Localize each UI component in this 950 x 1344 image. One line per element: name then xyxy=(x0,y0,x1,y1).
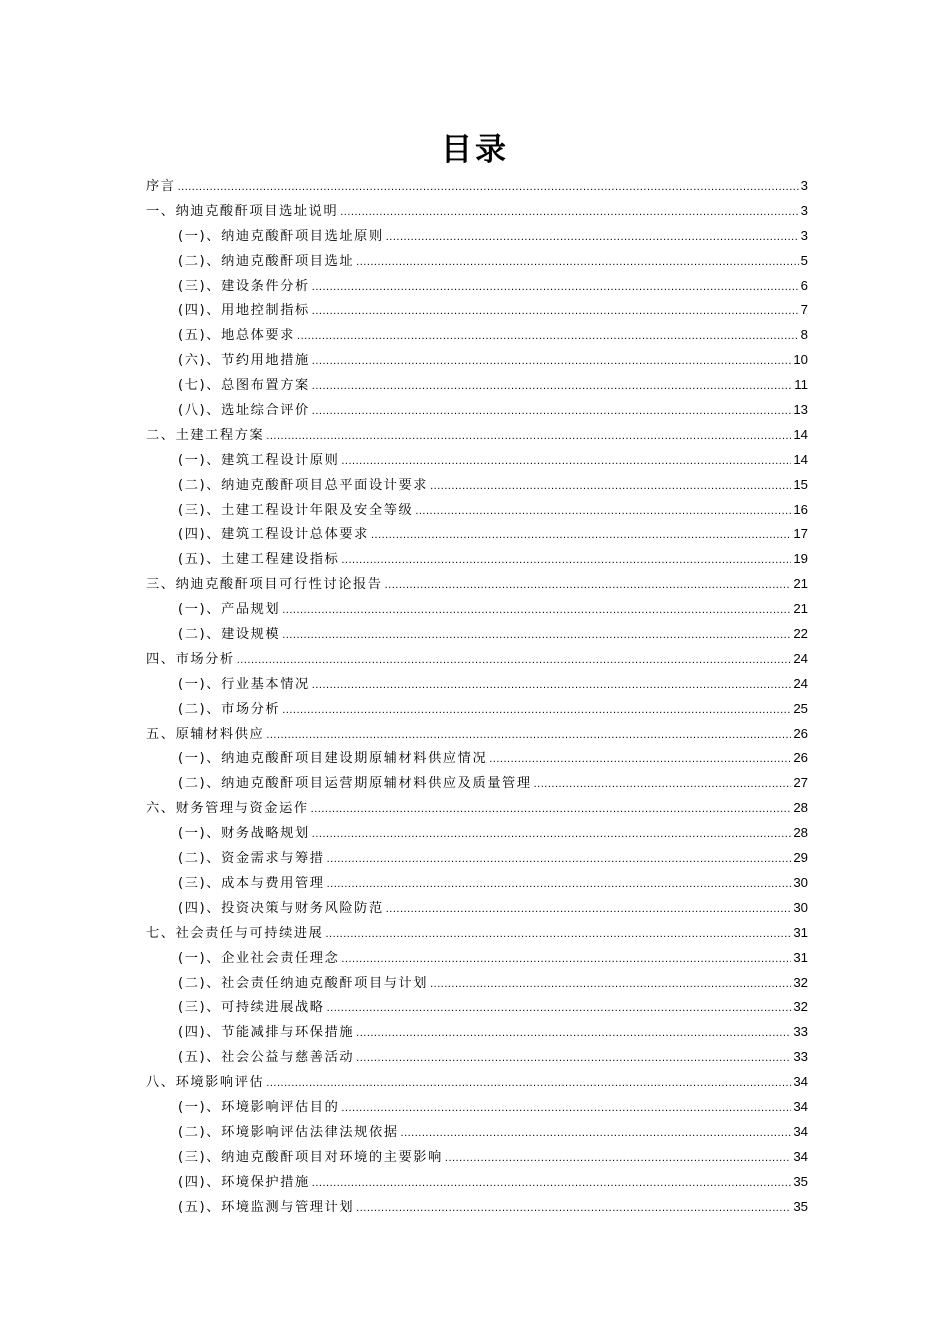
dot-leader xyxy=(266,723,791,748)
toc-entry-label: (五)、环境监测与管理计划 xyxy=(178,1199,355,1215)
toc-entry[interactable] xyxy=(146,971,808,996)
dot-leader xyxy=(282,623,791,648)
toc-entry-page: 3 xyxy=(800,227,808,243)
toc-entry-label: (五)、地总体要求 xyxy=(178,328,296,344)
toc-entry[interactable] xyxy=(146,722,808,747)
toc-entry[interactable] xyxy=(146,174,808,199)
toc-entry-label: (四)、节能减排与环保措施 xyxy=(178,1025,355,1041)
table-of-contents xyxy=(146,174,808,1219)
toc-entry-page: 27 xyxy=(793,775,808,791)
toc-entry[interactable] xyxy=(146,498,808,523)
dot-leader xyxy=(327,996,792,1021)
toc-entry-page: 33 xyxy=(793,1049,808,1065)
toc-entry[interactable] xyxy=(146,1070,808,1095)
toc-entry-label: (四)、投资决策与财务风险防范 xyxy=(178,900,384,916)
toc-entry-label: 七、社会责任与可持续进展 xyxy=(146,925,324,941)
toc-entry[interactable] xyxy=(146,274,808,299)
dot-leader xyxy=(415,499,791,524)
toc-entry-label: (三)、纳迪克酸酐项目对环境的主要影响 xyxy=(178,1149,443,1165)
toc-title: 目录 xyxy=(441,132,509,168)
dot-leader xyxy=(312,275,799,300)
toc-entry-label: (五)、土建工程建设指标 xyxy=(178,552,340,568)
toc-entry-label: (二)、环境影响评估法律法规依据 xyxy=(178,1124,399,1140)
toc-entry-label: (四)、建筑工程设计总体要求 xyxy=(178,527,369,543)
toc-entry[interactable] xyxy=(146,323,808,348)
toc-entry-page: 32 xyxy=(793,999,808,1015)
dot-leader xyxy=(430,474,791,499)
toc-entry-label: 序言 xyxy=(146,179,176,194)
toc-entry[interactable] xyxy=(146,473,808,498)
toc-entry-page: 25 xyxy=(793,700,808,716)
toc-entry-label: (二)、市场分析 xyxy=(178,701,281,717)
toc-entry[interactable] xyxy=(146,946,808,971)
toc-entry-page: 22 xyxy=(793,626,808,642)
dot-leader xyxy=(385,573,792,598)
toc-entry-label: (四)、环境保护措施 xyxy=(178,1174,310,1190)
toc-entry[interactable] xyxy=(146,448,808,473)
toc-entry-page: 21 xyxy=(793,601,808,617)
toc-entry-page: 17 xyxy=(793,526,808,542)
toc-entry-label: (二)、建设规模 xyxy=(178,627,281,643)
dot-leader xyxy=(341,947,791,972)
toc-entry-label: 一、纳迪克酸酐项目选址说明 xyxy=(146,203,339,219)
toc-entry-label: 八、环境影响评估 xyxy=(146,1075,265,1091)
dot-leader xyxy=(178,175,799,200)
toc-entry-page: 35 xyxy=(793,1198,808,1214)
toc-entry-page: 11 xyxy=(794,377,808,393)
toc-entry-page: 29 xyxy=(793,850,808,866)
toc-entry[interactable] xyxy=(146,821,808,846)
toc-entry[interactable] xyxy=(146,672,808,697)
toc-entry-page: 6 xyxy=(800,277,808,293)
toc-entry-page: 8 xyxy=(800,327,808,343)
toc-entry-label: (一)、行业基本情况 xyxy=(178,676,310,692)
dot-leader xyxy=(371,523,791,548)
toc-entry-page: 15 xyxy=(793,476,808,492)
toc-entry[interactable] xyxy=(146,1120,808,1145)
dot-leader xyxy=(312,374,793,399)
dot-leader xyxy=(312,673,792,698)
toc-entry[interactable] xyxy=(146,622,808,647)
toc-entry[interactable] xyxy=(146,846,808,871)
toc-entry[interactable] xyxy=(146,697,808,722)
toc-entry[interactable] xyxy=(146,1145,808,1170)
toc-entry-page: 26 xyxy=(793,725,808,741)
toc-entry-label: 二、土建工程方案 xyxy=(146,427,265,443)
toc-entry[interactable] xyxy=(146,249,808,274)
toc-entry-label: (一)、产品规划 xyxy=(178,602,281,618)
toc-entry-page: 26 xyxy=(793,750,808,766)
toc-entry[interactable] xyxy=(146,1020,808,1045)
dot-leader xyxy=(534,772,792,797)
toc-entry-page: 16 xyxy=(793,501,808,517)
toc-entry-label: (二)、纳迪克酸酐项目总平面设计要求 xyxy=(178,477,429,493)
toc-entry-page: 24 xyxy=(793,675,808,691)
toc-entry-label: 三、纳迪克酸酐项目可行性讨论报告 xyxy=(146,577,383,593)
toc-entry[interactable] xyxy=(146,522,808,547)
dot-leader xyxy=(325,922,791,947)
toc-entry-page: 21 xyxy=(793,576,808,592)
toc-entry-label: (二)、资金需求与筹措 xyxy=(178,851,325,867)
toc-entry-label: (六)、节约用地措施 xyxy=(178,353,310,369)
toc-entry-label: (五)、社会公益与慈善活动 xyxy=(178,1050,355,1066)
toc-entry-label: (一)、纳迪克酸酐项目选址原则 xyxy=(178,228,384,244)
toc-entry-page: 3 xyxy=(800,202,808,218)
toc-entry-label: (二)、纳迪克酸酐项目运营期原辅材料供应及质量管理 xyxy=(178,776,532,792)
toc-entry[interactable] xyxy=(146,199,808,224)
toc-entry[interactable] xyxy=(146,224,808,249)
toc-entry-label: (三)、建设条件分析 xyxy=(178,278,310,294)
toc-entry[interactable] xyxy=(146,398,808,423)
toc-entry[interactable] xyxy=(146,871,808,896)
dot-leader xyxy=(266,1071,791,1096)
toc-entry[interactable] xyxy=(146,1195,808,1220)
dot-leader xyxy=(445,1146,791,1171)
toc-entry-label: (三)、土建工程设计年限及安全等级 xyxy=(178,502,414,518)
toc-entry-label: (一)、环境影响评估目的 xyxy=(178,1099,340,1115)
dot-leader xyxy=(341,548,791,573)
toc-entry-label: (一)、纳迪克酸酐项目建设期原辅材料供应情况 xyxy=(178,751,488,767)
toc-entry-page: 28 xyxy=(793,825,808,841)
dot-leader xyxy=(237,648,792,673)
toc-entry-page: 10 xyxy=(793,352,808,368)
toc-entry-page: 31 xyxy=(793,949,808,965)
toc-entry-page: 28 xyxy=(793,800,808,816)
toc-entry[interactable] xyxy=(146,921,808,946)
dot-leader xyxy=(401,1121,792,1146)
toc-entry-label: (四)、用地控制指标 xyxy=(178,303,310,319)
toc-entry-page: 35 xyxy=(793,1173,808,1189)
toc-entry-label: (一)、建筑工程设计原则 xyxy=(178,452,340,468)
toc-entry-label: (二)、纳迪克酸酐项目选址 xyxy=(178,253,355,269)
toc-entry[interactable] xyxy=(146,423,808,448)
dot-leader xyxy=(356,1021,791,1046)
toc-entry-label: (一)、财务战略规划 xyxy=(178,826,310,842)
toc-entry[interactable] xyxy=(146,547,808,572)
dot-leader xyxy=(312,1171,792,1196)
toc-entry-label: 六、财务管理与资金运作 xyxy=(146,801,309,817)
toc-entry-page: 30 xyxy=(793,874,808,890)
dot-leader xyxy=(386,225,799,250)
toc-entry-page: 5 xyxy=(800,252,808,268)
toc-entry-page: 34 xyxy=(793,1123,808,1139)
toc-entry-page: 34 xyxy=(793,1098,808,1114)
toc-entry[interactable] xyxy=(146,597,808,622)
dot-leader xyxy=(282,598,791,623)
dot-leader xyxy=(341,449,791,474)
toc-entry-label: 四、市场分析 xyxy=(146,651,235,667)
toc-entry-page: 31 xyxy=(793,924,808,940)
dot-leader xyxy=(282,698,791,723)
dot-leader xyxy=(312,822,792,847)
toc-entry[interactable] xyxy=(146,796,808,821)
toc-entry-page: 3 xyxy=(800,178,808,193)
dot-leader xyxy=(266,424,791,449)
toc-entry[interactable] xyxy=(146,771,808,796)
dot-leader xyxy=(312,399,792,424)
dot-leader xyxy=(356,250,799,275)
toc-entry[interactable] xyxy=(146,647,808,672)
toc-entry-page: 30 xyxy=(793,899,808,915)
dot-leader xyxy=(386,897,792,922)
dot-leader xyxy=(340,200,798,225)
toc-entry[interactable] xyxy=(146,348,808,373)
dot-leader xyxy=(489,747,791,772)
toc-entry[interactable] xyxy=(146,995,808,1020)
toc-entry[interactable] xyxy=(146,1170,808,1195)
toc-entry-page: 13 xyxy=(793,402,808,418)
dot-leader xyxy=(297,324,799,349)
dot-leader xyxy=(327,847,792,872)
dot-leader xyxy=(356,1046,791,1071)
toc-entry-page: 32 xyxy=(793,974,808,990)
toc-entry-label: (二)、社会责任纳迪克酸酐项目与计划 xyxy=(178,975,429,991)
toc-entry-page: 24 xyxy=(793,650,808,666)
toc-entry-label: (八)、选址综合评价 xyxy=(178,403,310,419)
dot-leader xyxy=(341,1096,791,1121)
toc-entry-page: 14 xyxy=(793,451,808,467)
toc-entry[interactable] xyxy=(146,298,808,323)
toc-entry[interactable] xyxy=(146,373,808,398)
dot-leader xyxy=(430,972,791,997)
toc-entry[interactable] xyxy=(146,572,808,597)
toc-entry-page: 14 xyxy=(793,426,808,442)
toc-entry[interactable] xyxy=(146,746,808,771)
toc-entry-page: 34 xyxy=(793,1074,808,1090)
toc-entry[interactable] xyxy=(146,896,808,921)
dot-leader xyxy=(312,299,799,324)
dot-leader xyxy=(327,872,792,897)
toc-entry-label: (三)、可持续进展战略 xyxy=(178,1000,325,1016)
dot-leader xyxy=(356,1196,791,1221)
toc-entry-label: (一)、企业社会责任理念 xyxy=(178,950,340,966)
toc-entry-label: (七)、总图布置方案 xyxy=(178,378,310,394)
toc-entry-label: (三)、成本与费用管理 xyxy=(178,875,325,891)
toc-entry-page: 33 xyxy=(793,1024,808,1040)
toc-entry-label: 五、原辅材料供应 xyxy=(146,726,265,742)
dot-leader xyxy=(312,349,792,374)
toc-entry-page: 19 xyxy=(793,551,808,567)
toc-entry[interactable] xyxy=(146,1045,808,1070)
toc-entry-page: 7 xyxy=(800,302,808,318)
toc-entry[interactable] xyxy=(146,1095,808,1120)
dot-leader xyxy=(311,797,792,822)
toc-entry-page: 34 xyxy=(793,1148,808,1164)
